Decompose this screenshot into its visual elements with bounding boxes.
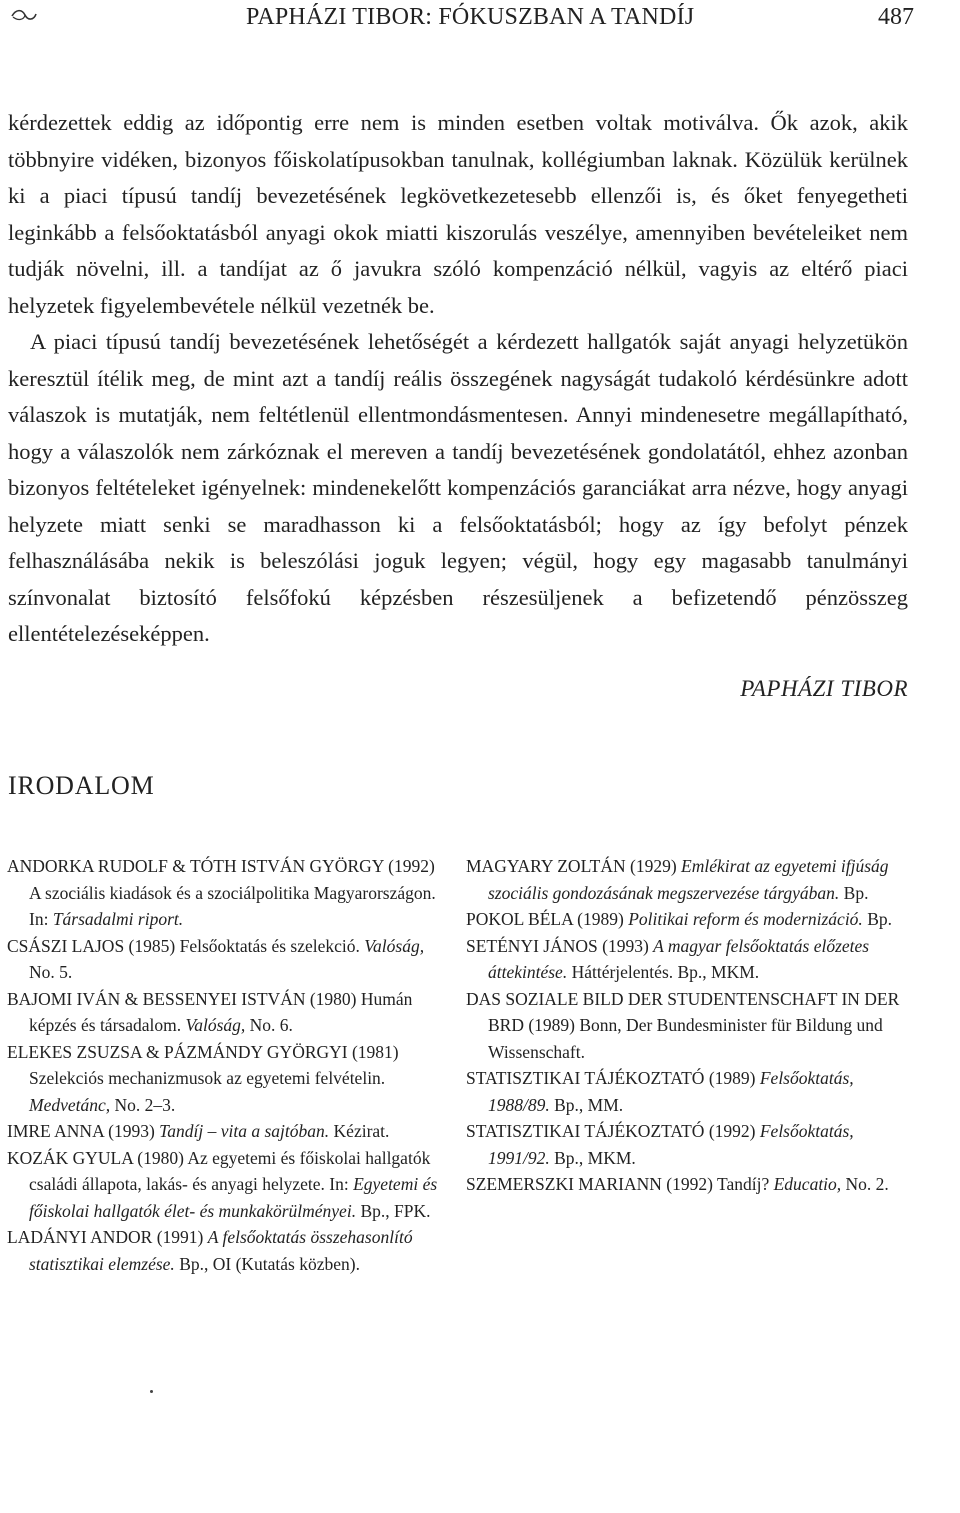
reference-text: KOZÁK GYULA (1980) Az egyetemi és főiskolai hallgatók családi állapota, lakás- és anyagi helyzete. In: xyxy=(7,1147,431,1194)
reference-entry xyxy=(7,1145,447,1225)
reference-text: LADÁNYI ANDOR (1991) xyxy=(7,1227,208,1247)
reference-text: MAGYARY ZOLTÁN (1929) xyxy=(466,856,682,876)
reference-title: Educatio, xyxy=(773,1174,842,1194)
reference-tail: Bp. xyxy=(839,882,869,903)
reference-text: CSÁSZI LAJOS (1985) Felsőoktatás és szelekció. xyxy=(7,935,365,956)
references-heading: IRODALOM xyxy=(8,771,155,800)
stray-mark xyxy=(150,1390,153,1393)
reference-tail: Bp., MM. xyxy=(549,1094,624,1115)
reference-title: Valóság, xyxy=(185,1015,246,1035)
reference-text: DAS SOZIALE BILD DER STUDENTENSCHAFT IN DER BRD (1989) Bonn, Der Bundesminister für Bildung und Wissenschaft. xyxy=(466,988,900,1062)
reference-text: STATISZTIKAI TÁJÉKOZTATÓ (1992) xyxy=(466,1121,760,1141)
reference-title: A magyar felsőoktatás előzetes áttekintése. xyxy=(488,935,870,982)
reference-title: Felsőoktatás, 1988/89. xyxy=(488,1068,854,1115)
reference-entry xyxy=(466,906,906,933)
body-paragraph: kérdezettek eddig az időpontig erre nem is minden esetben voltak motiválva. Ők azok, akik többnyire vidéken, bizonyos főiskolatípusokban tanulnak, kollégiumban laknak. Közülük kerülnek ki a piaci típusú tandíj bevezetésének legkövetkezetesebb ellenzői is, és őket fenyegetheti leginkább a felsőoktatásból anyagi okok miatti kiszorulás veszélye, amennyiben bevételeiket nem tudják növelni, ill. a tandíjat az ő javukra szóló kompenzáció nélkül, vagyis az eltérő piaci helyzetek figyelembevétele nélkül vezetnék be. xyxy=(8,110,908,318)
reference-title: Politikai reform és modernizáció. xyxy=(628,909,863,929)
reference-tail: Bp., MKM. xyxy=(549,1147,636,1168)
reference-title: Felsőoktatás, 1991/92. xyxy=(488,1121,854,1168)
reference-tail: Bp. xyxy=(862,909,892,929)
reference-entry xyxy=(466,933,906,986)
reference-text: STATISZTIKAI TÁJÉKOZTATÓ (1989) xyxy=(466,1068,760,1088)
article-body xyxy=(8,105,908,653)
reference-entry xyxy=(466,1065,906,1118)
reference-title: A felsőoktatás összehasonlító statisztikai elemzése. xyxy=(29,1227,413,1274)
references-right-column xyxy=(466,853,906,1198)
reference-tail: No. 5. xyxy=(29,962,73,982)
reference-entry xyxy=(466,986,906,1066)
reference-text: ANDORKA RUDOLF & TÓTH ISTVÁN GYÖRGY (1992) A szociális kiadások és a szociálpolitika Magyarországon. In: xyxy=(7,856,436,929)
reference-entry xyxy=(7,853,447,933)
reference-tail: Bp., OI (Kutatás közben). xyxy=(174,1253,360,1274)
reference-text: BAJOMI IVÁN & BESSENYEI ISTVÁN (1980) Humán képzés és társadalom. xyxy=(7,988,413,1035)
reference-text: IMRE ANNA (1993) xyxy=(7,1121,160,1141)
reference-tail: No. 6. xyxy=(245,1015,293,1035)
reference-entry xyxy=(466,1118,906,1171)
reference-tail: Háttérjelentés. Bp., MKM. xyxy=(567,962,760,982)
author-signature: PAPHÁZI TIBOR xyxy=(740,676,908,701)
reference-title: Tandíj – vita a sajtóban. xyxy=(159,1121,330,1141)
reference-text: SETÉNYI JÁNOS (1993) xyxy=(466,935,654,956)
page-header xyxy=(0,0,960,50)
reference-title: Egyetemi és főiskolai hallgatók élet- és munkakörülményei. xyxy=(29,1174,438,1221)
ornament-icon xyxy=(10,8,38,22)
reference-tail: No. 2–3. xyxy=(110,1094,176,1115)
reference-entry xyxy=(7,986,447,1039)
reference-entry xyxy=(466,1171,906,1198)
reference-tail: Bp., FPK. xyxy=(356,1200,431,1221)
reference-title: Medvetánc, xyxy=(29,1094,111,1115)
reference-entry xyxy=(7,1039,447,1119)
reference-title: Valóság, xyxy=(364,935,425,956)
page-number: 487 xyxy=(878,4,914,30)
running-head: PAPHÁZI TIBOR: FÓKUSZBAN A TANDÍJ xyxy=(246,4,695,30)
reference-tail: Kézirat. xyxy=(329,1121,390,1141)
reference-text: POKOL BÉLA (1989) xyxy=(466,909,629,929)
body-paragraph: A piaci típusú tandíj bevezetésének lehetőségét a kérdezett hallgatók saját anyagi helyzetükön keresztül ítélik meg, de mint azt a tandíj reális összegének nagyságát tudakoló kérdésünkre adott válaszok is mutatják, nem feltétlenül ellentmondásmentesen. Annyi mindenesetre megállapítható, hogy a válaszolók nem zárkóznak el mereven a tandíj bevezetésének gondolatától, ehhez azonban bizonyos feltételeket igényelnek: mindenekelőtt kompenzációs garanciákat arra nézve, hogy anyagi helyzete miatt senki se maradhasson ki a felsőoktatásból; hogy az így befolyt pénzek felhasználásába nekik is beleszólási joguk legyen; végül, hogy egy magasabb tanulmányi színvonalat biztosító felsőfokú képzésben részesüljenek a befizetendő pénzösszeg ellentételezéseképpen. xyxy=(8,329,908,646)
reference-entry xyxy=(466,853,906,906)
reference-text: SZEMERSZKI MARIANN (1992) Tandíj? xyxy=(466,1174,774,1194)
reference-tail: No. 2. xyxy=(841,1174,889,1194)
reference-title: Társadalmi riport. xyxy=(52,909,184,929)
reference-entry xyxy=(7,933,447,986)
references-left-column xyxy=(7,853,447,1277)
reference-entry xyxy=(7,1118,447,1145)
reference-text: ELEKES ZSUZSA & PÁZMÁNDY GYÖRGYI (1981) Szelekciós mechanizmusok az egyetemi felvételin. xyxy=(7,1041,399,1088)
reference-entry xyxy=(7,1224,447,1277)
reference-title: Emlékirat az egyetemi ifjúság szociális gondozásának megszervezése tárgyában. xyxy=(488,856,889,903)
